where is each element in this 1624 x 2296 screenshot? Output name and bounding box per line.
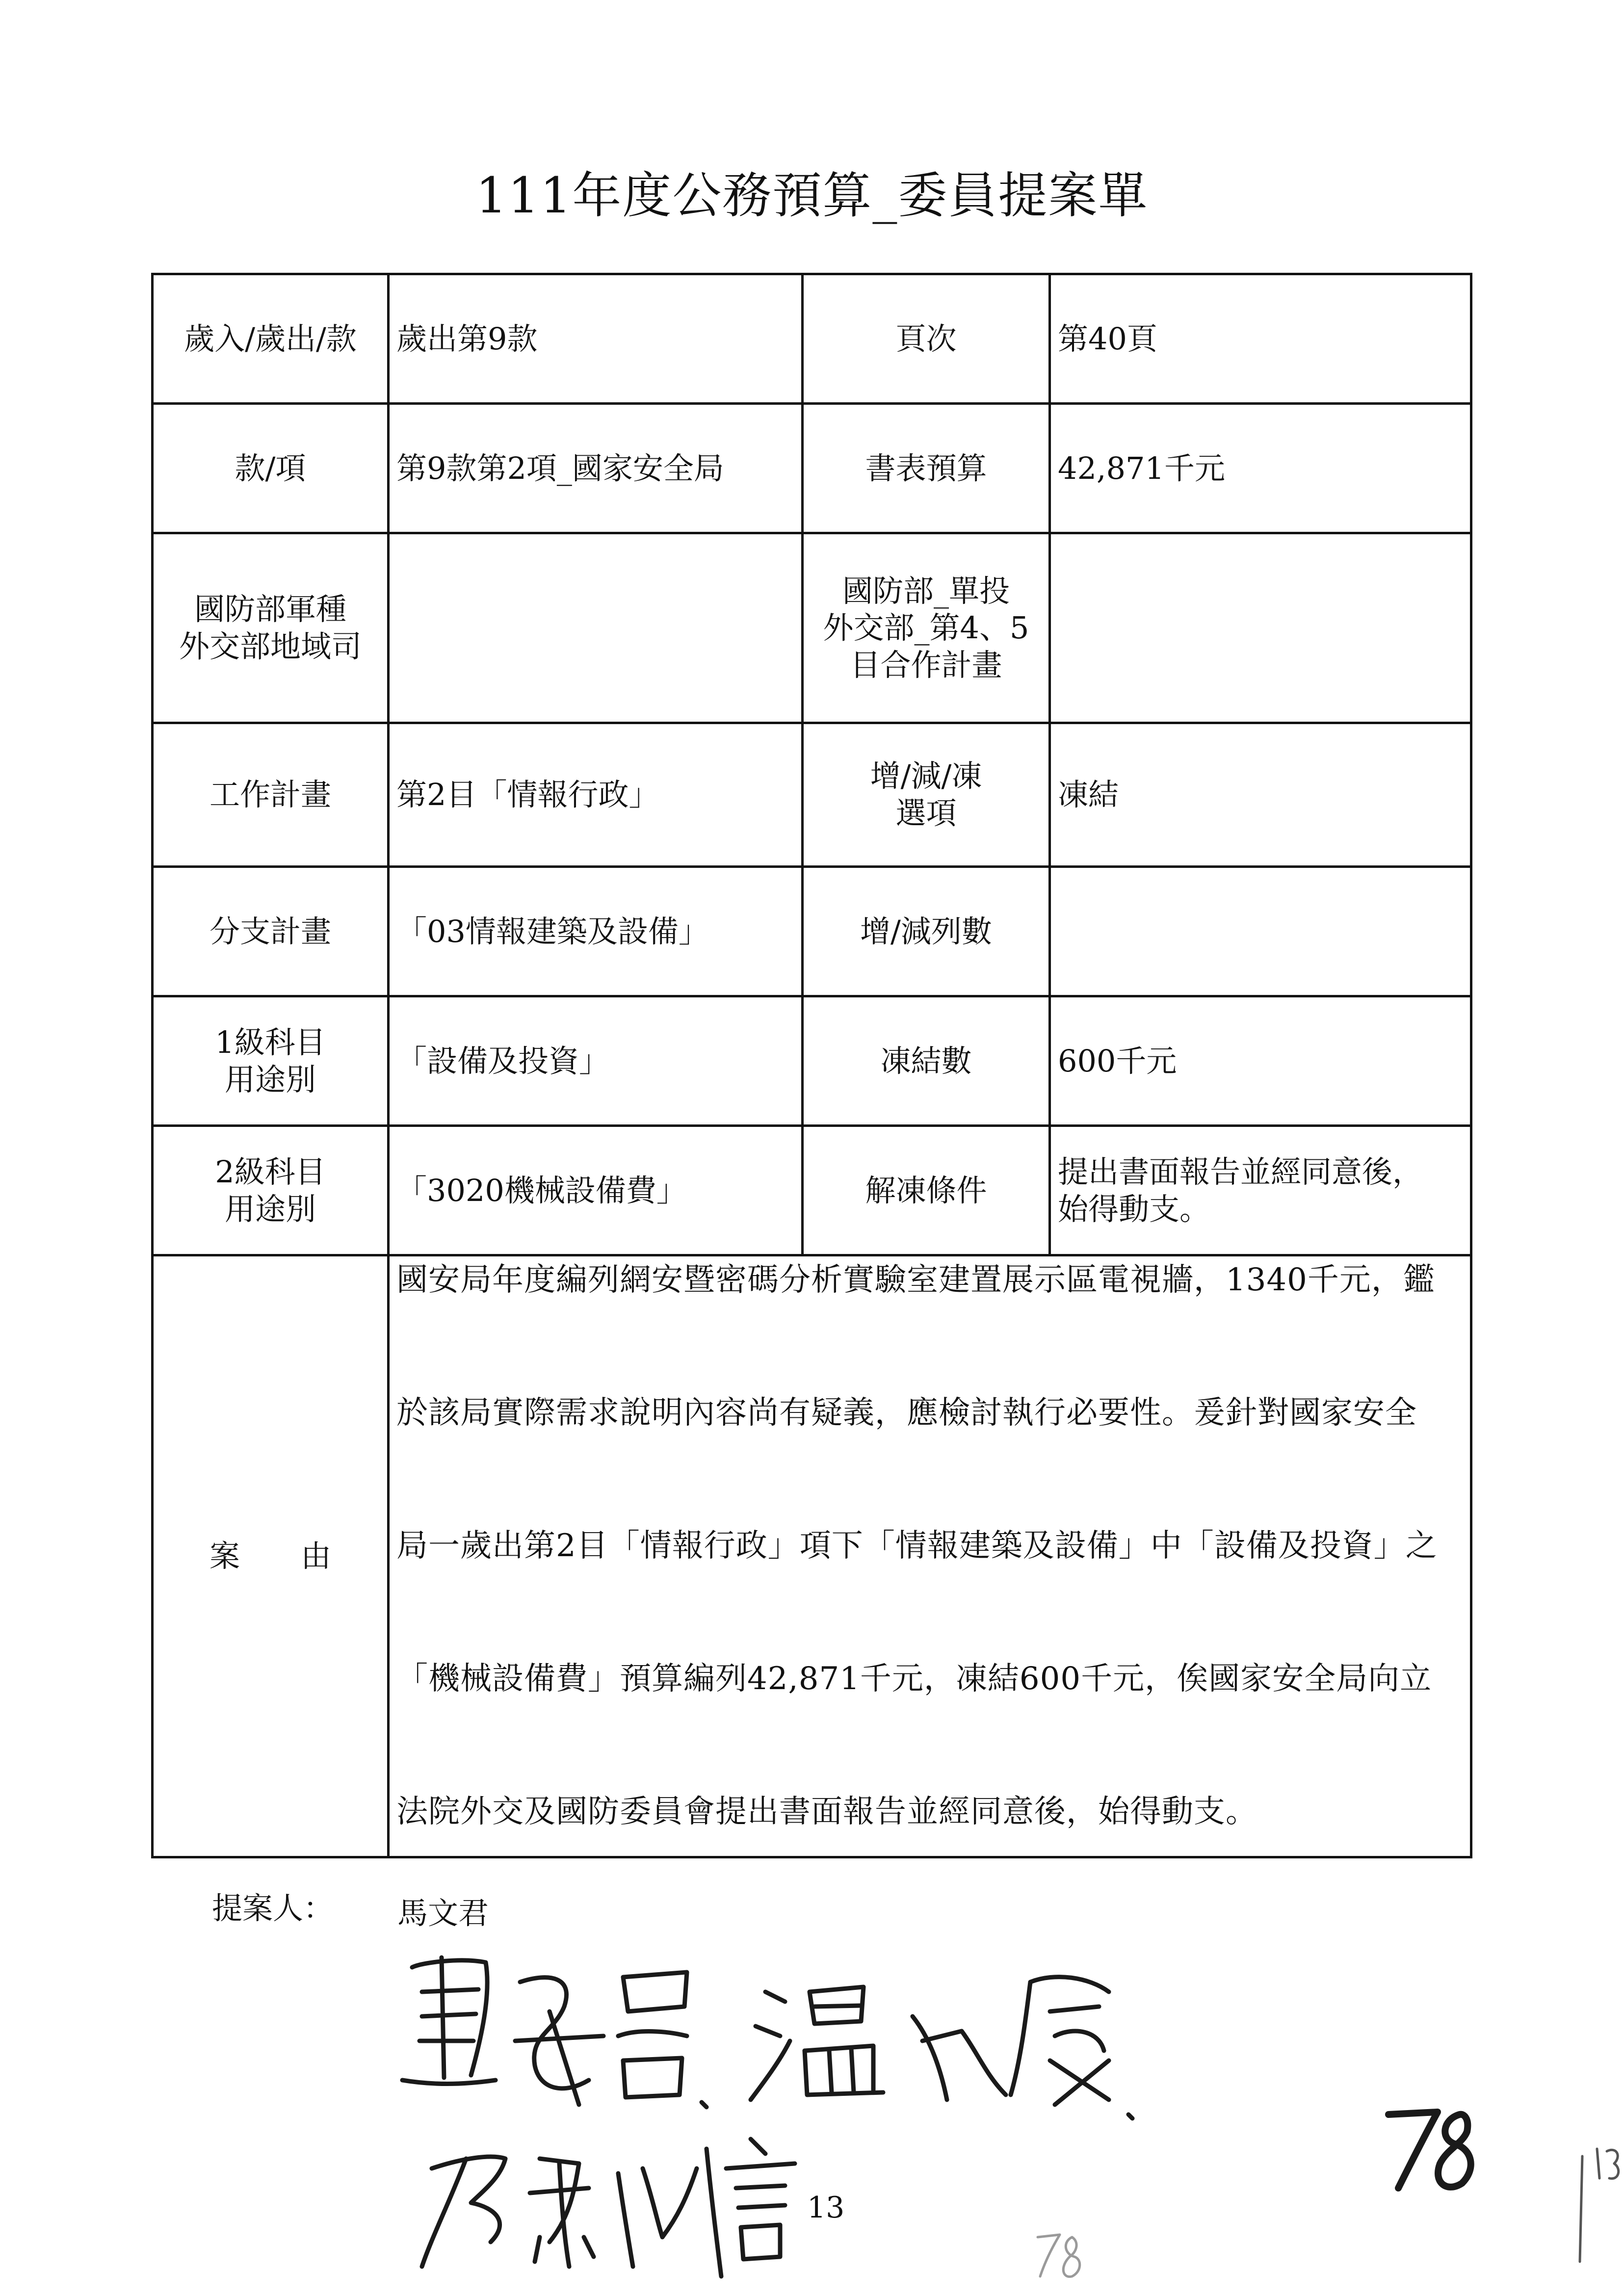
- page-number: 13: [807, 2191, 845, 2225]
- label-adjust-amount: 增/減列數: [803, 867, 1050, 996]
- signature-ma-wenjun: [402, 1957, 707, 2107]
- label-level2: 2級科目 用途別: [153, 1126, 389, 1255]
- label-level1: 1級科目 用途別: [153, 996, 389, 1126]
- value-item: 第9款第2項_國家安全局: [389, 404, 803, 533]
- margin-mark-13: [1580, 2149, 1619, 2262]
- value-option: 凍結: [1050, 723, 1471, 867]
- label-defense-branch: 國防部軍種 外交部地域司: [153, 533, 389, 723]
- value-work-plan: 第2目「情報行政」: [389, 723, 803, 867]
- reason-line: 局一歲出第2目「情報行政」項下「情報建築及設備」中「設備及投資」之: [396, 1528, 1438, 1564]
- value-freeze-amount: 600千元: [1050, 996, 1471, 1126]
- label-defense-plan: 國防部_單投 外交部_第4、5 目合作計畫: [803, 533, 1050, 723]
- value-branch-plan: 「03情報建築及設備」: [389, 867, 803, 996]
- signature-chen-yixin: [422, 2139, 795, 2276]
- proposer-name: 馬文君: [397, 1895, 489, 1931]
- label-branch-plan: 分支計畫: [153, 867, 389, 996]
- label-budget: 書表預算: [803, 404, 1050, 533]
- value-category: 歲出第9款: [389, 274, 803, 404]
- label-unfreeze-condition: 解凍條件: [803, 1126, 1050, 1255]
- faint-number-78: [1038, 2235, 1080, 2277]
- value-unfreeze-condition: 提出書面報告並經同意後， 始得動支。: [1050, 1126, 1471, 1255]
- value-level2: 「3020機械設備費」: [389, 1126, 803, 1255]
- label-freeze-amount: 凍結數: [803, 996, 1050, 1126]
- label-reason: 案 由: [153, 1255, 389, 1857]
- reason-line: 「機械設備費」預算編列42,871千元，凍結600千元，俟國家安全局向立: [396, 1661, 1432, 1697]
- label-option: 增/減/凍 選項: [803, 723, 1050, 867]
- signature-wen-yuxia: [751, 1977, 1132, 2118]
- stamp-number-78: [1388, 2112, 1471, 2188]
- reason-line: 國安局年度編列網安暨密碼分析實驗室建置展示區電視牆，1340千元，鑑: [396, 1262, 1435, 1298]
- reason-line: 法院外交及國防委員會提出書面報告並經同意後，始得動支。: [396, 1794, 1257, 1830]
- proposer-label: 提案人：: [212, 1890, 334, 1926]
- label-work-plan: 工作計畫: [153, 723, 389, 867]
- value-level1: 「設備及投資」: [389, 996, 803, 1126]
- label-item: 款/項: [153, 404, 389, 533]
- page-title: 111年度公務預算_委員提案單: [475, 167, 1149, 224]
- value-budget: 42,871千元: [1050, 404, 1471, 533]
- reason-line: 於該局實際需求說明內容尚有疑義，應檢討執行必要性。爰針對國家安全: [396, 1395, 1417, 1431]
- label-category: 歲入/歲出/款: [153, 274, 389, 404]
- value-page: 第40頁: [1050, 274, 1471, 404]
- label-page: 頁次: [803, 274, 1050, 404]
